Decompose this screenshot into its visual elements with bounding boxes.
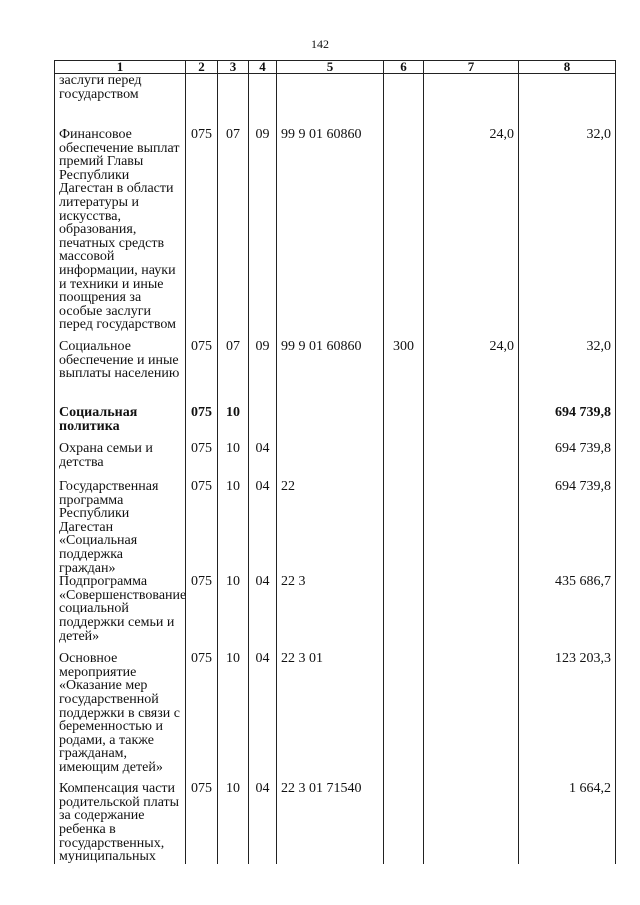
header-col-2: 2 xyxy=(186,61,218,74)
row-subsection-code xyxy=(249,406,277,442)
row-subsection-code xyxy=(249,74,277,129)
row-amount-col8: 1 664,2 xyxy=(519,782,616,864)
header-col-3: 3 xyxy=(218,61,249,74)
row-amount-col7 xyxy=(424,442,519,480)
row-amount-col8: 32,0 xyxy=(519,128,616,340)
row-amount-col7: 24,0 xyxy=(424,128,519,340)
row-subsection-code: 04 xyxy=(249,442,277,480)
row-target-article: 99 9 01 60860 xyxy=(277,340,384,406)
table-row xyxy=(55,480,616,575)
row-subsection-code: 04 xyxy=(249,480,277,575)
row-subsection-code: 04 xyxy=(249,652,277,782)
budget-table xyxy=(54,60,616,864)
row-section-code: 07 xyxy=(218,128,249,340)
row-expense-type xyxy=(384,406,424,442)
row-name: Социальное обеспечение и иные выплаты населению xyxy=(55,340,186,406)
header-col-5: 5 xyxy=(277,61,384,74)
row-section-code: 10 xyxy=(218,480,249,575)
row-amount-col8: 435 686,7 xyxy=(519,575,616,652)
row-name: Охрана семьи и детства xyxy=(55,442,186,480)
row-amount-col8: 694 739,8 xyxy=(519,406,616,442)
row-amount-col8 xyxy=(519,74,616,129)
row-ministry-code: 075 xyxy=(186,480,218,575)
row-section-code: 10 xyxy=(218,575,249,652)
row-amount-col8: 123 203,3 xyxy=(519,652,616,782)
table-row xyxy=(55,340,616,406)
row-expense-type: 300 xyxy=(384,340,424,406)
row-expense-type xyxy=(384,442,424,480)
row-subsection-code: 09 xyxy=(249,340,277,406)
row-amount-col7 xyxy=(424,782,519,864)
row-name: Финансовое обеспечение выплат премий Главы Республики Дагестан в области литературы и искусства, образования, печатных средств массовой информации, науки и техники и иные поощрения за особые заслуги перед государством xyxy=(55,128,186,340)
row-subsection-code: 09 xyxy=(249,128,277,340)
row-expense-type xyxy=(384,652,424,782)
table-row xyxy=(55,74,616,129)
row-section-code: 10 xyxy=(218,442,249,480)
row-section-code: 10 xyxy=(218,782,249,864)
row-name: заслуги перед государством xyxy=(55,74,186,129)
row-target-article: 22 3 01 71540 xyxy=(277,782,384,864)
row-ministry-code: 075 xyxy=(186,442,218,480)
row-expense-type xyxy=(384,782,424,864)
row-subsection-code: 04 xyxy=(249,782,277,864)
row-amount-col8: 694 739,8 xyxy=(519,442,616,480)
row-ministry-code: 075 xyxy=(186,406,218,442)
row-expense-type xyxy=(384,128,424,340)
row-amount-col7 xyxy=(424,74,519,129)
row-target-article: 99 9 01 60860 xyxy=(277,128,384,340)
row-target-article xyxy=(277,406,384,442)
table-row xyxy=(55,652,616,782)
header-col-4: 4 xyxy=(249,61,277,74)
row-section-code: 10 xyxy=(218,406,249,442)
table-row xyxy=(55,575,616,652)
row-name: Социальная политика xyxy=(55,406,186,442)
row-amount-col7 xyxy=(424,575,519,652)
table-row xyxy=(55,782,616,864)
row-ministry-code xyxy=(186,74,218,129)
row-expense-type xyxy=(384,74,424,129)
row-ministry-code: 075 xyxy=(186,575,218,652)
row-section-code xyxy=(218,74,249,129)
row-name: Основное мероприятие «Оказание мер государственной поддержки в связи с беременностью и родами, а также гражданам, имеющим детей» xyxy=(55,652,186,782)
row-amount-col7 xyxy=(424,406,519,442)
row-name: Компенсация части родительской платы за содержание ребенка в государственных, муниципальных xyxy=(55,782,186,864)
row-target-article xyxy=(277,74,384,129)
row-amount-col7: 24,0 xyxy=(424,340,519,406)
header-row xyxy=(55,61,616,74)
header-col-8: 8 xyxy=(519,61,616,74)
row-target-article: 22 3 xyxy=(277,575,384,652)
row-name: Государственная программа Республики Дагестан «Социальная поддержка граждан» xyxy=(55,480,186,575)
row-ministry-code: 075 xyxy=(186,782,218,864)
row-amount-col8: 694 739,8 xyxy=(519,480,616,575)
table-row xyxy=(55,128,616,340)
row-amount-col8: 32,0 xyxy=(519,340,616,406)
row-target-article: 22 xyxy=(277,480,384,575)
row-section-code: 07 xyxy=(218,340,249,406)
row-ministry-code: 075 xyxy=(186,128,218,340)
row-expense-type xyxy=(384,575,424,652)
row-expense-type xyxy=(384,480,424,575)
row-section-code: 10 xyxy=(218,652,249,782)
row-amount-col7 xyxy=(424,480,519,575)
row-target-article xyxy=(277,442,384,480)
header-col-7: 7 xyxy=(424,61,519,74)
row-target-article: 22 3 01 xyxy=(277,652,384,782)
row-subsection-code: 04 xyxy=(249,575,277,652)
row-name: Подпрограмма «Совершенствование социальной поддержки семьи и детей» xyxy=(55,575,186,652)
table-row xyxy=(55,442,616,480)
row-amount-col7 xyxy=(424,652,519,782)
table-row xyxy=(55,406,616,442)
row-ministry-code: 075 xyxy=(186,652,218,782)
header-col-6: 6 xyxy=(384,61,424,74)
page-number: 142 xyxy=(311,37,329,51)
row-ministry-code: 075 xyxy=(186,340,218,406)
header-col-1: 1 xyxy=(55,61,186,74)
